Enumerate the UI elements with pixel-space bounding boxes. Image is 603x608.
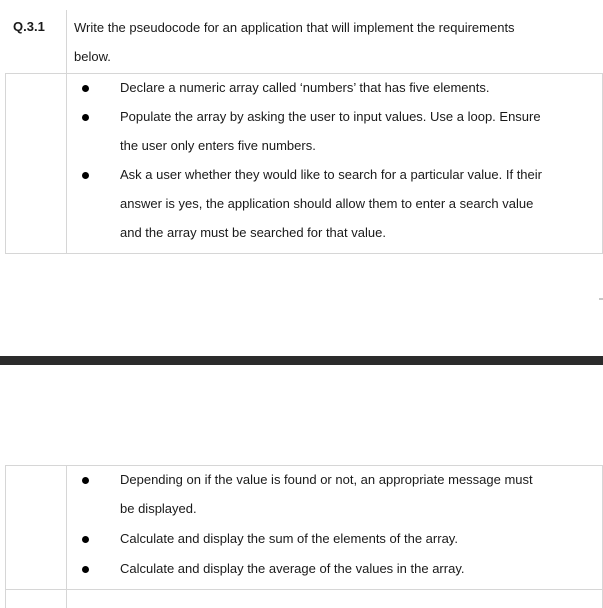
bullet-icon [82, 85, 89, 92]
question-prompt-line-1: Write the pseudocode for an application that will implement the requirements [74, 20, 515, 35]
requirement-text: Calculate and display the sum of the elements of the array. [120, 531, 458, 546]
page-break-divider [0, 356, 603, 365]
table-bottom-border [5, 253, 603, 254]
requirement-text: answer is yes, the application should allow them to enter a search value [120, 196, 534, 211]
table-edge-mark [599, 298, 603, 300]
requirement-text: be displayed. [120, 501, 197, 516]
table-bottom-border [5, 589, 603, 590]
bullet-icon [82, 172, 89, 179]
requirement-text: Depending on if the value is found or not, an appropriate message must [120, 472, 533, 487]
requirement-text: the user only enters five numbers. [120, 138, 316, 153]
table-left-border [5, 465, 6, 608]
requirement-text: Populate the array by asking the user to input values. Use a loop. Ensure [120, 109, 541, 124]
requirement-text: Ask a user whether they would like to search for a particular value. If their [120, 167, 542, 182]
bullet-icon [82, 477, 89, 484]
table-left-border [5, 73, 6, 254]
question-number: Q.3.1 [13, 19, 45, 34]
bullet-icon [82, 536, 89, 543]
table-column-divider [66, 10, 67, 254]
question-prompt-line-2: below. [74, 49, 111, 64]
requirement-text: Declare a numeric array called ‘numbers’ that has five elements. [120, 80, 490, 95]
bullet-icon [82, 114, 89, 121]
requirement-text: and the array must be searched for that value. [120, 225, 386, 240]
requirement-text: Calculate and display the average of the values in the array. [120, 561, 465, 576]
table-column-divider [66, 465, 67, 608]
bullet-icon [82, 566, 89, 573]
